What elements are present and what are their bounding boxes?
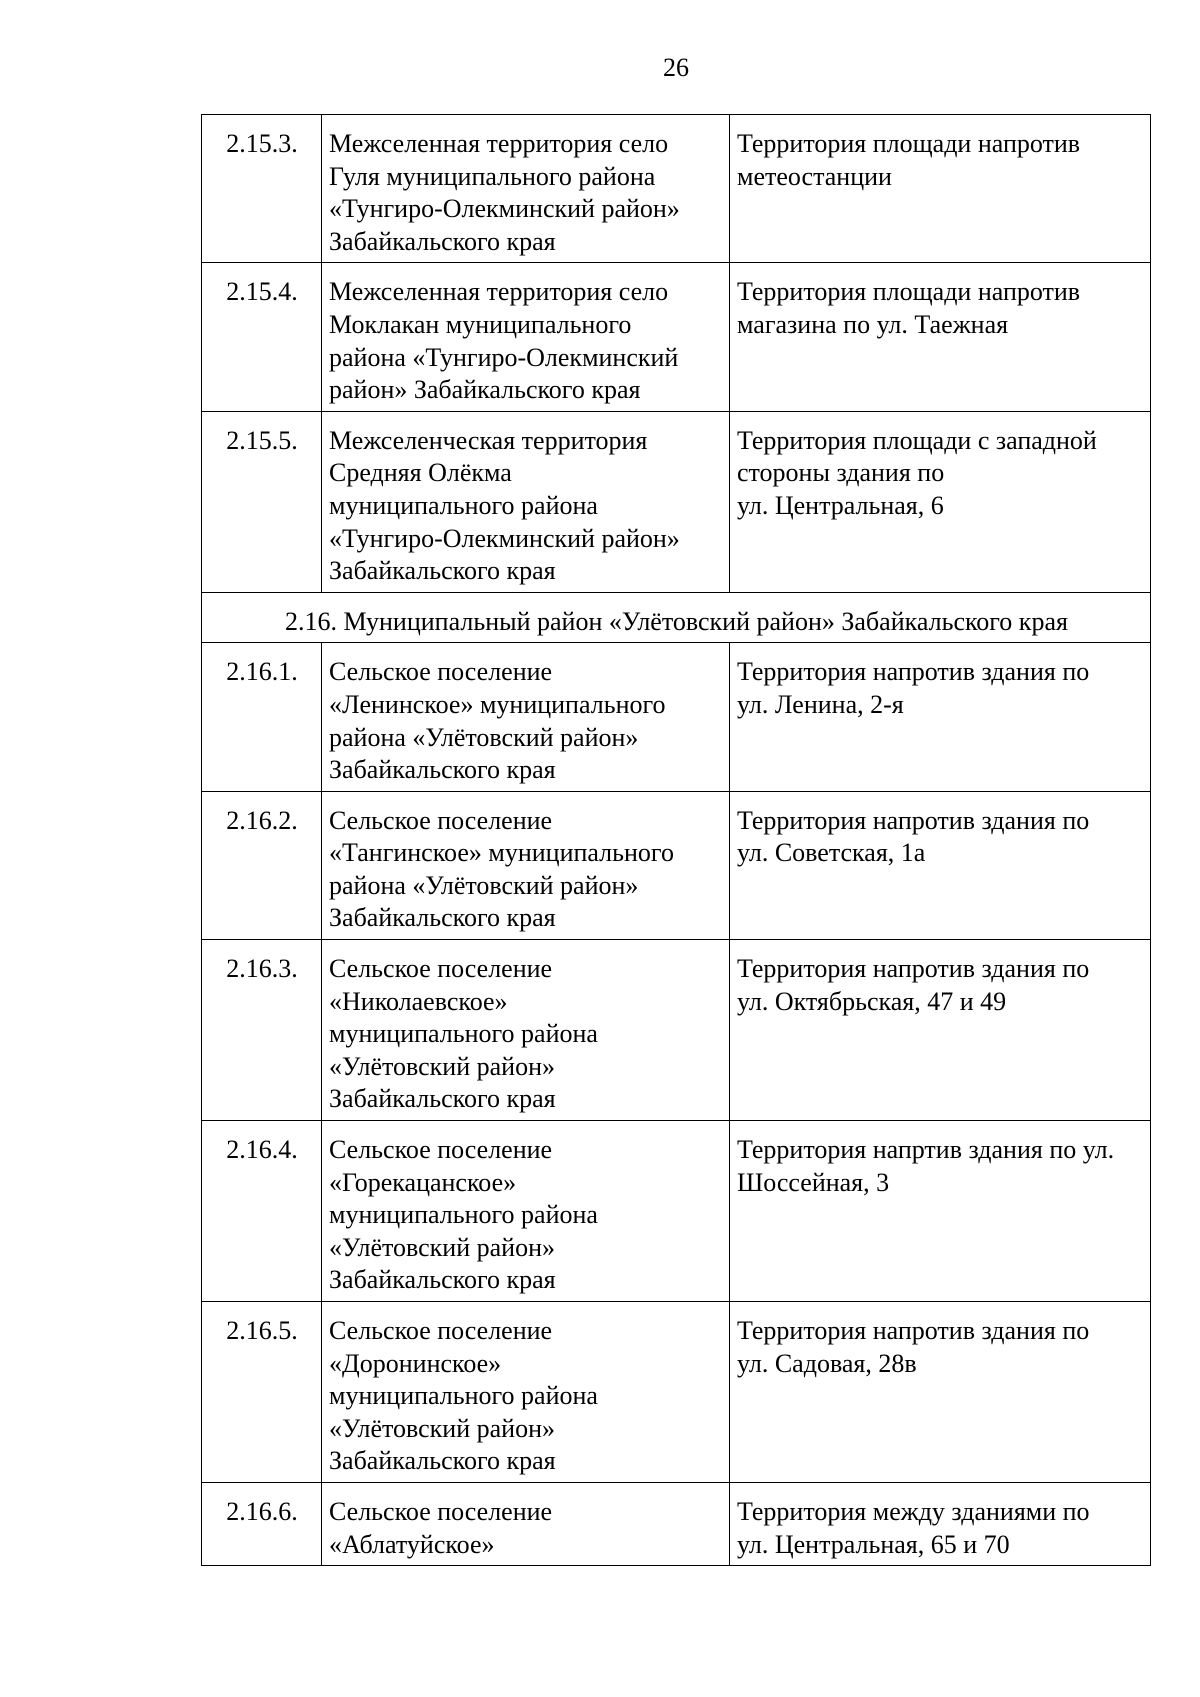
location-line: стороны здания по — [737, 458, 945, 488]
settlement-cell — [322, 115, 730, 263]
settlement-line: Сельское поселение — [329, 1135, 553, 1165]
settlement-cell — [322, 643, 730, 791]
location-cell — [730, 263, 1151, 411]
settlement-line: район» Забайкальского края — [329, 375, 641, 405]
location-line: ул. Садовая, 28в — [737, 1348, 917, 1378]
page-number: 26 — [663, 53, 689, 82]
settlement-line: муниципального района — [329, 1200, 598, 1230]
settlement-line: муниципального района — [329, 490, 598, 520]
settlement-line: Гуля муниципального района — [329, 161, 656, 191]
settlement-cell — [322, 411, 730, 592]
location-line: ул. Центральная, 6 — [737, 490, 944, 520]
item-number: 2.15.3. — [202, 115, 322, 263]
location-line: ул. Советская, 1а — [737, 838, 926, 868]
settlement-line: Забайкальского края — [329, 1084, 556, 1114]
settlement-line: «Доронинское» — [329, 1348, 502, 1378]
location-line: Территория напротив здания по — [737, 805, 1090, 835]
settlement-line: «Тунгиро-Олекминский район» — [329, 523, 680, 553]
location-line: ул. Центральная, 65 и 70 — [737, 1529, 1010, 1559]
location-line: Территория площади напротив — [737, 129, 1081, 158]
settlement-line: Сельское поселение — [329, 954, 553, 984]
settlement-line: Забайкальского края — [329, 226, 556, 256]
settlement-line: Забайкальского края — [329, 755, 556, 785]
settlement-line: Сельское поселение — [329, 805, 553, 835]
table-body — [202, 115, 1151, 1566]
table-row — [202, 115, 1151, 263]
location-line: Шоссейная, 3 — [737, 1167, 890, 1197]
table-row — [202, 1302, 1151, 1483]
settlement-line: «Улётовский район» — [329, 1051, 556, 1081]
settlement-line: Сельское поселение — [329, 657, 553, 687]
table-row — [202, 643, 1151, 791]
table-row — [202, 263, 1151, 411]
settlement-line: Межселенная территория село — [329, 277, 669, 307]
location-line: Территория напртив здания по ул. — [737, 1135, 1115, 1165]
territory-table — [201, 114, 1151, 1566]
table-row — [202, 1482, 1151, 1565]
item-number: 2.15.4. — [202, 263, 322, 411]
location-line: Территория напротив здания по — [737, 954, 1090, 984]
settlement-line: «Ленинское» муниципального — [329, 689, 666, 719]
settlement-line: Сельское поселение — [329, 1316, 553, 1345]
location-line: ул. Ленина, 2-я — [737, 689, 904, 719]
settlement-line: «Аблатуйское» — [329, 1529, 495, 1559]
settlement-line: «Улётовский район» — [329, 1413, 556, 1443]
item-number: 2.16.2. — [202, 791, 322, 939]
settlement-line: Забайкальского края — [329, 556, 556, 586]
location-line: ул. Октябрьская, 47 и 49 — [737, 986, 1007, 1016]
settlement-line: «Николаевское» — [329, 986, 508, 1016]
item-number: 2.16.6. — [202, 1482, 322, 1565]
location-line: Территория площади с западной — [737, 425, 1097, 455]
location-line: Территория напротив здания по — [737, 1316, 1090, 1345]
location-cell — [730, 115, 1151, 263]
table-row — [202, 791, 1151, 939]
section-row — [202, 592, 1151, 643]
settlement-line: района «Улётовский район» — [329, 870, 639, 900]
settlement-line: «Тунгиро-Олекминский район» — [329, 194, 680, 224]
settlement-line: Забайкальского края — [329, 1446, 556, 1476]
location-line: Территория площади напротив — [737, 277, 1081, 307]
location-cell — [730, 791, 1151, 939]
settlement-line: муниципального района — [329, 1019, 598, 1049]
settlement-cell — [322, 940, 730, 1121]
settlement-line: муниципального района — [329, 1381, 598, 1411]
location-line: магазина по ул. Таежная — [737, 309, 1009, 339]
location-cell — [730, 940, 1151, 1121]
settlement-line: района «Улётовский район» — [329, 722, 639, 752]
settlement-cell — [322, 263, 730, 411]
settlement-line: Сельское поселение — [329, 1496, 553, 1526]
settlement-line: «Горекацанское» — [329, 1167, 517, 1197]
item-number: 2.16.5. — [202, 1302, 322, 1483]
settlement-line: Забайкальского края — [329, 903, 556, 933]
settlement-line: «Тангинское» муниципального — [329, 838, 674, 868]
table-row — [202, 940, 1151, 1121]
settlement-line: Межселенная территория село — [329, 129, 669, 158]
settlement-line: «Улётовский район» — [329, 1232, 556, 1262]
table-row — [202, 411, 1151, 592]
item-number: 2.15.5. — [202, 411, 322, 592]
settlement-line: Межселенческая территория — [329, 425, 648, 455]
location-cell — [730, 411, 1151, 592]
settlement-cell — [322, 1482, 730, 1565]
location-cell — [730, 1482, 1151, 1565]
settlement-line: Моклакан муниципального — [329, 309, 632, 339]
location-cell — [730, 643, 1151, 791]
settlement-line: района «Тунгиро-Олекминский — [329, 342, 679, 372]
item-number: 2.16.4. — [202, 1121, 322, 1302]
location-line: метеостанции — [737, 161, 892, 191]
location-line: Территория между зданиями по — [737, 1496, 1090, 1526]
settlement-cell — [322, 1302, 730, 1483]
item-number: 2.16.3. — [202, 940, 322, 1121]
item-number: 2.16.1. — [202, 643, 322, 791]
settlement-line: Забайкальского края — [329, 1265, 556, 1295]
section-heading: 2.16. Муниципальный район «Улётовский район» Забайкальского края — [202, 592, 1151, 643]
location-line: Территория напротив здания по — [737, 657, 1090, 687]
settlement-cell — [322, 1121, 730, 1302]
location-cell — [730, 1121, 1151, 1302]
location-cell — [730, 1302, 1151, 1483]
settlement-cell — [322, 791, 730, 939]
settlement-line: Средняя Олёкма — [329, 458, 512, 488]
table-row — [202, 1121, 1151, 1302]
